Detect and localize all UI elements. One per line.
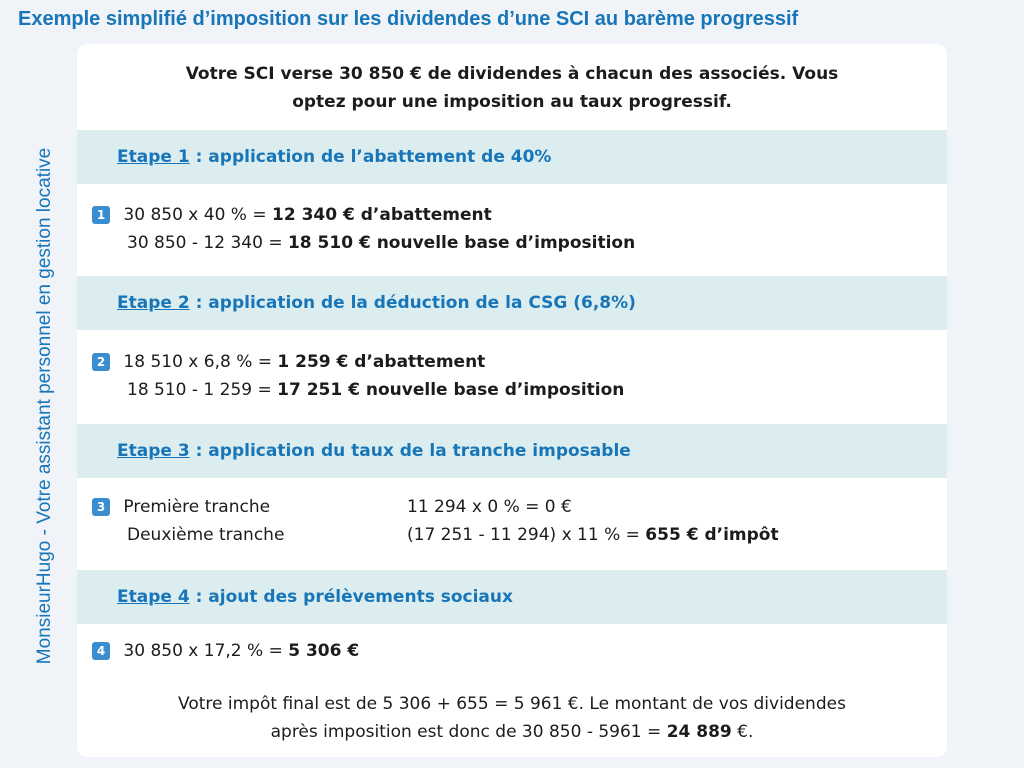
step-1-calculation xyxy=(92,201,635,257)
step-2-line-2-result: 17 251 € nouvelle base d’imposition xyxy=(277,380,625,400)
conclusion-line-2-end: €. xyxy=(731,722,754,742)
conclusion-text xyxy=(77,690,947,746)
step-2-line-1-text: 18 510 x 6,8 % = xyxy=(118,352,278,372)
step-1-description: : application de l’abattement de 40% xyxy=(189,147,552,167)
step-4-line-1 xyxy=(92,637,359,665)
intro-line-2: optez pour une imposition au taux progressif. xyxy=(292,92,732,112)
tranche-2-label: Deuxième tranche xyxy=(127,525,285,545)
step-3-line-2 xyxy=(92,521,932,549)
step-3-calculation xyxy=(92,493,932,549)
example-card xyxy=(77,44,947,757)
side-caption: MonsieurHugo - Votre assistant personnel en gestion locative xyxy=(34,147,55,665)
step-4-title xyxy=(117,570,513,624)
step-1-title xyxy=(117,130,551,184)
step-4-label: Etape 4 xyxy=(117,587,190,607)
step-4-line-1-text: 30 850 x 17,2 % = xyxy=(118,641,289,661)
page-title: Exemple simplifié d’imposition sur les dividendes d’une SCI au barème progressif xyxy=(18,8,799,30)
number-3-icon: 3 xyxy=(92,498,110,516)
intro-text xyxy=(77,60,947,116)
number-1-icon: 1 xyxy=(92,206,110,224)
conclusion-line-1: Votre impôt final est de 5 306 + 655 = 5 961 €. Le montant de vos dividendes xyxy=(178,694,846,714)
step-1-line-2 xyxy=(92,229,635,257)
step-4-header xyxy=(77,570,947,624)
step-2-calculation xyxy=(92,348,624,404)
step-2-line-1-result: 1 259 € d’abattement xyxy=(277,352,486,372)
intro-line-1: Votre SCI verse 30 850 € de dividendes à chacun des associés. Vous xyxy=(185,64,839,84)
tranche-1-label: Première tranche xyxy=(118,497,271,517)
step-2-line-2 xyxy=(92,376,624,404)
step-2-title xyxy=(117,276,636,330)
step-1-line-2-result: 18 510 € nouvelle base d’imposition xyxy=(287,233,636,253)
step-2-header xyxy=(77,276,947,330)
step-2-description: : application de la déduction de la CSG (6,8%) xyxy=(189,293,636,313)
step-4-line-1-result: 5 306 € xyxy=(288,641,360,661)
step-2-label: Etape 2 xyxy=(117,293,190,313)
number-2-icon: 2 xyxy=(92,353,110,371)
step-1-line-1-result: 12 340 € d’abattement xyxy=(272,205,492,225)
tranche-2-calc-result: 655 € d’impôt xyxy=(645,525,779,545)
step-1-header xyxy=(77,130,947,184)
step-1-line-1-text: 30 850 x 40 % = xyxy=(118,205,272,225)
step-2-line-1 xyxy=(92,348,624,376)
step-4-description: : ajout des prélèvements sociaux xyxy=(189,587,513,607)
tranche-2-calc xyxy=(407,521,779,549)
step-1-line-2-text: 30 850 - 12 340 = xyxy=(127,233,288,253)
step-4-calculation xyxy=(92,637,359,665)
tranche-2-calc-text: (17 251 - 11 294) x 11 % = xyxy=(407,525,646,545)
step-1-line-1 xyxy=(92,201,635,229)
conclusion-line-2 xyxy=(77,718,947,746)
step-3-label: Etape 3 xyxy=(117,441,190,461)
tranche-1-calc: 11 294 x 0 % = 0 € xyxy=(407,497,572,517)
step-3-title xyxy=(117,424,631,478)
step-3-description: : application du taux de la tranche imposable xyxy=(189,441,631,461)
final-dividend-amount: 24 889 xyxy=(666,722,732,742)
step-3-header xyxy=(77,424,947,478)
conclusion-line-2-text: après imposition est donc de 30 850 - 5961 = xyxy=(270,722,667,742)
step-3-line-1 xyxy=(92,493,932,521)
number-4-icon: 4 xyxy=(92,642,110,660)
step-1-label: Etape 1 xyxy=(117,147,190,167)
step-2-line-2-text: 18 510 - 1 259 = xyxy=(127,380,278,400)
